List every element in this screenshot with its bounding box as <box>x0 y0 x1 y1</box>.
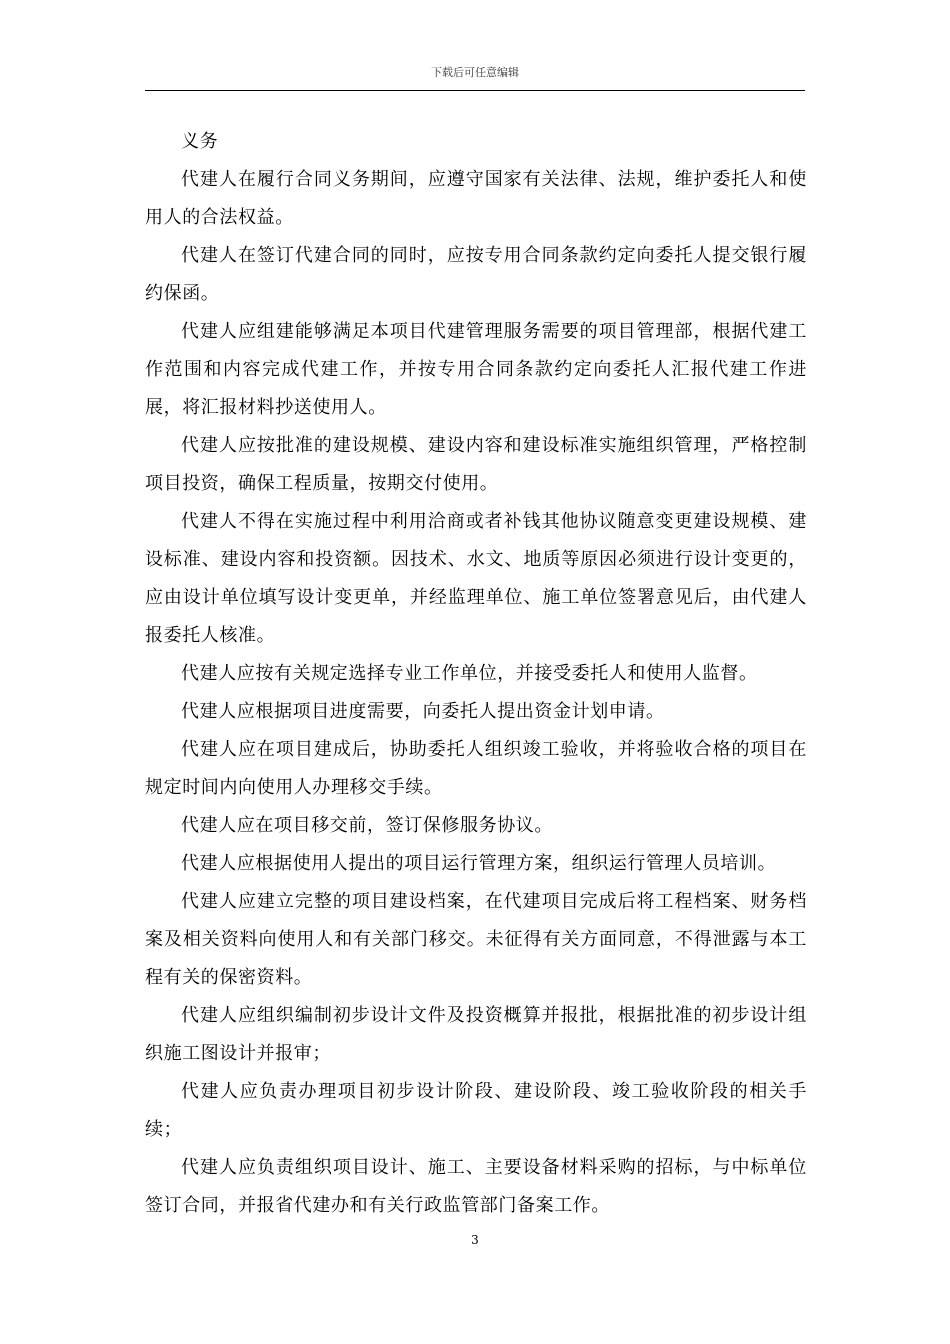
paragraph: 代建人应按批准的建设规模、建设内容和建设标准实施组织管理，严格控制项目投资，确保工程质量，按期交付使用。 <box>145 435 807 494</box>
paragraph: 代建人在签订代建合同的同时，应按专用合同条款约定向委托人提交银行履约保函。 <box>145 245 807 304</box>
page-number: 3 <box>471 1233 479 1247</box>
header-divider <box>145 90 805 91</box>
page-header: 下载后可任意编辑 <box>431 66 519 79</box>
paragraph: 代建人不得在实施过程中利用洽商或者补钱其他协议随意变更建设规模、建设标准、建设内容和投资额。因技术、水文、地质等原因必须进行设计变更的，应由设计单位填写设计变更单，并经监理单位、施工单位签署意见后，由代建人报委托人核准。 <box>145 511 807 646</box>
paragraph: 代建人应根据使用人提出的项目运行管理方案，组织运行管理人员培训。 <box>181 853 777 874</box>
paragraph: 代建人应组建能够满足本项目代建管理服务需要的项目管理部，根据代建工作范围和内容完成代建工作，并按专用合同条款约定向委托人汇报代建工作进展，将汇报材料抄送使用人。 <box>145 321 807 418</box>
paragraph: 代建人应负责组织项目设计、施工、主要设备材料采购的招标，与中标单位签订合同，并报省代建办和有关行政监管部门备案工作。 <box>145 1157 807 1216</box>
paragraph: 代建人应组织编制初步设计文件及投资概算并报批，根据批准的初步设计组织施工图设计并报审； <box>145 1005 807 1064</box>
paragraph: 代建人应根据项目进度需要，向委托人提出资金计划申请。 <box>181 701 665 722</box>
paragraph: 代建人应在项目移交前，签订保修服务协议。 <box>181 815 553 836</box>
paragraph: 义务 <box>181 131 219 152</box>
paragraph: 代建人应负责办理项目初步设计阶段、建设阶段、竣工验收阶段的相关手续； <box>145 1081 807 1140</box>
paragraph: 代建人应在项目建成后，协助委托人组织竣工验收，并将验收合格的项目在规定时间内向使用人办理移交手续。 <box>145 739 807 798</box>
paragraph: 代建人在履行合同义务期间，应遵守国家有关法律、法规，维护委托人和使用人的合法权益。 <box>145 169 807 228</box>
document-body <box>145 123 807 1225</box>
paragraph: 代建人应按有关规定选择专业工作单位，并接受委托人和使用人监督。 <box>181 663 758 684</box>
paragraph: 代建人应建立完整的项目建设档案，在代建项目完成后将工程档案、财务档案及相关资料向使用人和有关部门移交。未征得有关方面同意，不得泄露与本工程有关的保密资料。 <box>145 891 807 988</box>
